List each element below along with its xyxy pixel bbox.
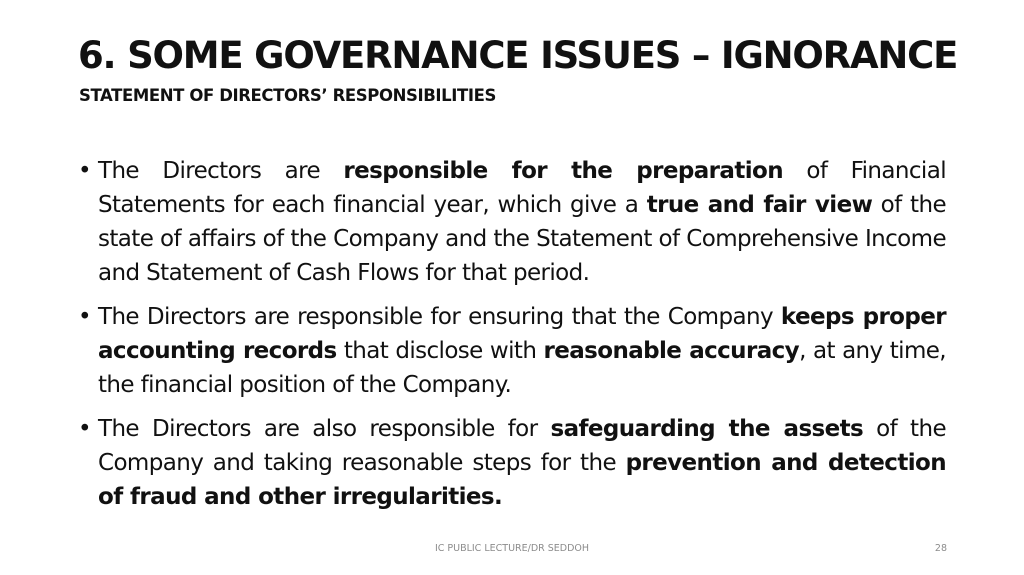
text-segment: The Directors are [98,158,344,184]
page-number: 28 [934,543,947,554]
bullet-icon: • [78,158,91,184]
text-segment: of the Company and taking reasonable steps for the [98,416,946,476]
text-segment: The Directors are also responsible for [98,416,551,442]
bold-text-segment: prevention and detection of fraud and other irregularities. [98,450,946,510]
bold-text-segment: responsible for the preparation [343,158,783,184]
text-segment: of Financial Statements for each financial year, which give a [98,158,946,218]
bullet-item [78,412,946,514]
bold-text-segment: reasonable accuracy [543,338,800,364]
bullet-text [98,158,946,286]
slide-footer: IC PUBLIC LECTURE/DR SEDDOH [434,543,590,554]
bullet-list [78,154,946,524]
bullet-item [78,154,946,290]
text-segment: of the state of affairs of the Company and the Statement of Comprehensive Income and Statement of Cash Flows for that period. [98,192,946,286]
bullet-text [98,304,946,398]
slide-title: 6. SOME GOVERNANCE ISSUES – IGNORANCE [78,34,958,77]
bullet-text [98,416,946,510]
bullet-item [78,300,946,402]
slide-subtitle: STATEMENT OF DIRECTORS’ RESPONSIBILITIES [79,86,496,105]
text-segment: that disclose with [336,338,544,364]
text-segment: The Directors are responsible for ensuring that the Company [98,304,781,330]
text-segment: , at any time, the financial position of the Company. [98,338,947,398]
bullet-icon: • [78,304,91,330]
bold-text-segment: true and fair view [646,192,873,218]
bold-text-segment: safeguarding the assets [550,416,864,442]
bold-text-segment: keeps proper accounting records [98,304,946,364]
bullet-icon: • [78,416,91,442]
